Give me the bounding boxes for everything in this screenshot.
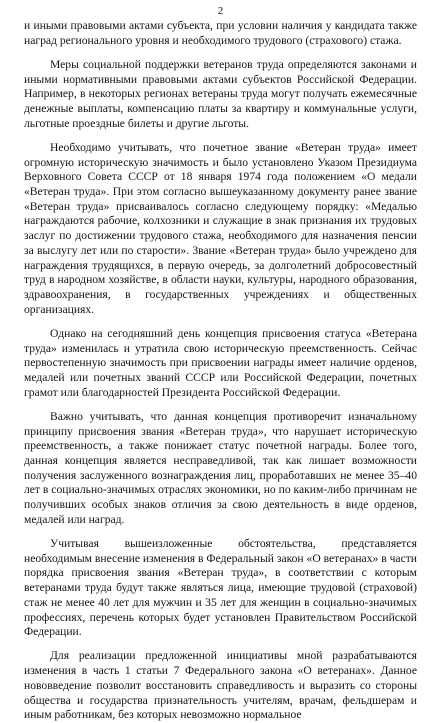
paragraph-current-concept: Однако на сегодняшний день концепция присвоения статуса «Ветерана труда» изменилась и утратила свою историческую преемственность. Сейчас первостепенную значимость при присвоении награды имеет наличие орденов, медалей или почетных званий СССР или Российской Федерации, почетных грамот или благодарностей Президента Российской Федерации. bbox=[24, 326, 417, 399]
paragraph-initiative-implementation: Для реализации предложенной инициативы мной разрабатываются изменения в часть 1 статьи 7 Федерального закона «О ветеранах». Данное нововведение позволит восстановить справедливость и выразить со стороны общества и государства признательность учителям, врачам, фельдшерам и иным работникам, без которых невозможно нормальное bbox=[24, 649, 417, 722]
page-number: 2 bbox=[217, 5, 224, 17]
paragraph-social-support: Меры социальной поддержки ветеранов труда определяются законами и иными нормативными правовыми актами субъектов Российской Федерации. Например, в некоторых регионах ветераны труда могут получать ежемесячные денежные выплаты, компенсацию платы за квартиру и коммунальные услуги, льготные проездные билеты и другие льготы. bbox=[24, 57, 417, 130]
paragraph-continuation: и иными правовыми актами субъекта, при условии наличия у кандидата также наград регионального уровня и необходимого трудового (страхового) стажа. bbox=[24, 19, 417, 47]
paragraph-proposed-amendment: Учитывая вышеизложенные обстоятельства, представляется необходимым внесение изменения в Федеральный закон «О ветеранах» в части порядка присвоения звания «Ветеран труда», в соответствии с которым ветеранами труда будут также являться лица, имеющие трудовой (страховой) стаж не менее 40 лет для мужчин и 35 лет для женщин в социально-значимых профессиях, перечень которых будет установлен Правительством Российской Федерации. bbox=[24, 537, 417, 639]
paragraph-concept-contradiction: Важно учитывать, что данная концепция противоречит изначальному принципу присвоения звания «Ветеран труда», что нарушает историческую преемственность, а также понижает статус почетной награды. Более того, данная концепция является несправедливой, так как лишает возможности получения заслуженного вознаграждения лиц, проработавших не менее 35–40 лет в социально-значимых отраслях экономики, но по каким-либо причинам не получивших особых знаков отличия за свою деятельность в виде орденов, медалей или наград. bbox=[24, 409, 417, 526]
paragraph-historical-significance: Необходимо учитывать, что почетное звание «Ветеран труда» имеет огромную историческую значимость и было установлено Указом Президиума Верховного Совета СССР от 18 января 1974 года положением «О медали «Ветеран труда». При этом согласно вышеуказанному документу ранее звание «Ветеран труда» присваивалось согласно следующему порядку: «Медалью награждаются рабочие, колхозники и служащие в знак признания их трудовых заслуг по достижении трудового стажа, необходимого для назначения пенсии за выслугу лет или по старости». Звание «Ветеран труда» было учреждено для награждения трудящихся, в первую очередь, за долголетний добросовестный труд в народном хозяйстве, в области науки, культуры, народного образования, здравоохранения, в государственных учреждениях и общественных организациях. bbox=[24, 140, 417, 316]
